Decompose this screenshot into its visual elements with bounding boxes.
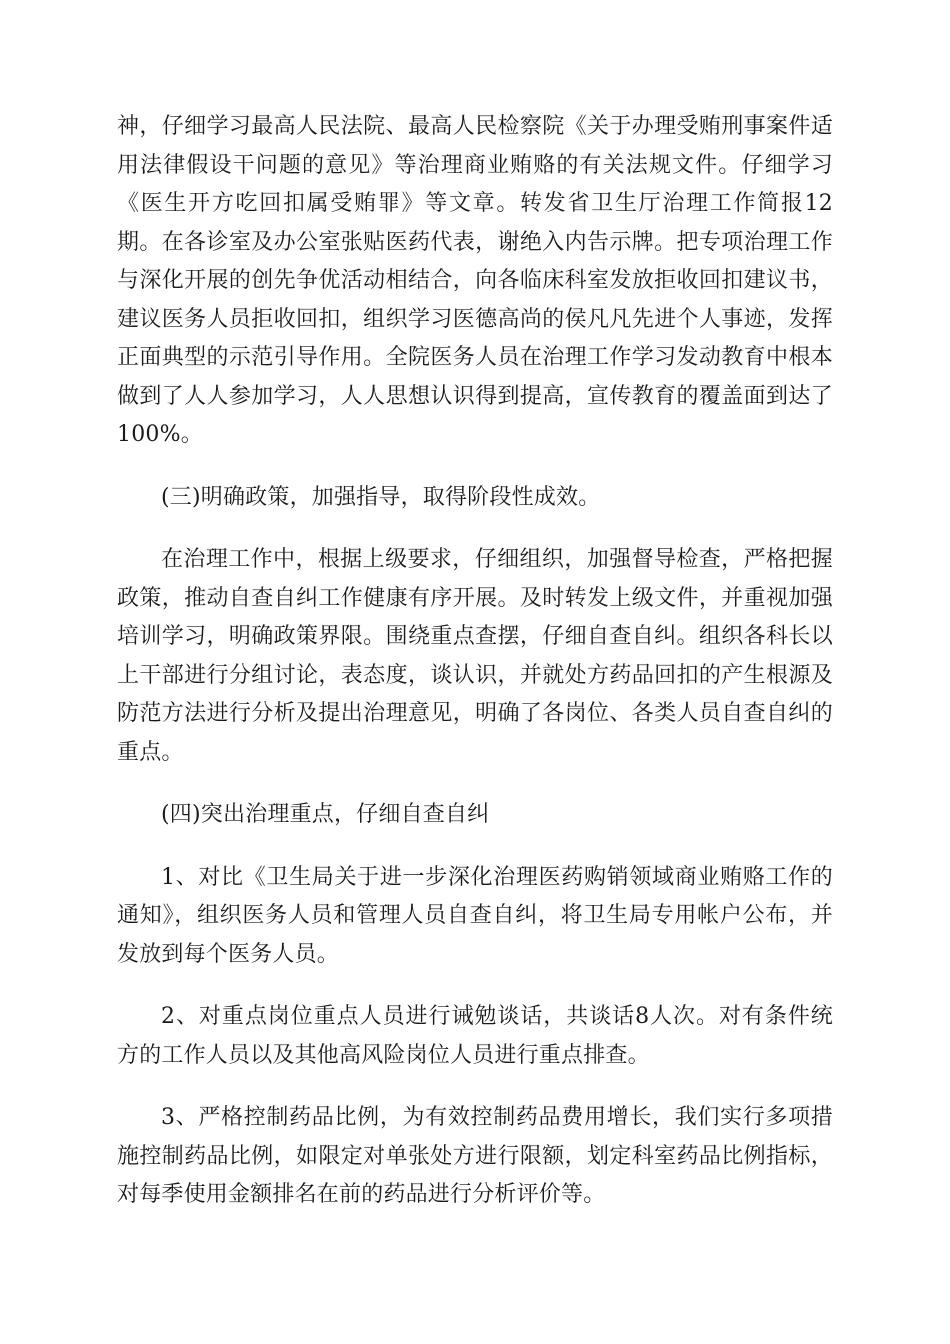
- list-item-2: 2、对重点岗位重点人员进行诫勉谈话，共谈话8人次。对有条件统方的工作人员以及其他高风险岗位人员进行重点排查。: [117, 1004, 833, 1068]
- document-body: [117, 108, 833, 1239]
- paragraph-continuation: 神，仔细学习最高人民法院、最高人民检察院《关于办理受贿刑事案件适用法律假设干问题的意见》等治理商业贿赂的有关法规文件。仔细学习《医生开方吃回扣属受贿罪》等文章。转发省卫生厅治理工作简报12期。在各诊室及办公室张贴医药代表，谢绝入内告示牌。把专项治理工作与深化开展的创先争优活动相结合，向各临床科室发放拒收回扣建议书，建议医务人员拒收回扣，组织学习医德高尚的侯凡凡先进个人事迹，发挥正面典型的示范引导作用。全院医务人员在治理工作学习发动教育中根本做到了人人参加学习，人人思想认识得到提高，宣传教育的覆盖面到达了100%。: [117, 114, 833, 447]
- section-heading-four: (四)突出治理重点，仔细自查自纠: [161, 802, 490, 827]
- paragraph-policy-guidance: 在治理工作中，根据上级要求，仔细组织，加强督导检查，严格把握政策，推动自查自纠工作健康有序开展。及时转发上级文件，并重视加强培训学习，明确政策界限。围绕重点查摆，仔细自查自纠。组织各科长以上干部进行分组讨论，表态度，谈认识，并就处方药品回扣的产生根源及防范方法进行分析及提出治理意见，明确了各岗位、各类人员自查自纠的重点。: [117, 547, 833, 765]
- list-item-1: 1、对比《卫生局关于进一步深化治理医药购销领域商业贿赂工作的通知》，组织医务人员和管理人员自查自纠，将卫生局专用帐户公布，并发放到每个医务人员。: [117, 864, 833, 967]
- list-item-3: 3、严格控制药品比例，为有效控制药品费用增长，我们实行多项措施控制药品比例，如限定对单张处方进行限额，划定科室药品比例指标，对每季使用金额排名在前的药品进行分析评价等。: [117, 1105, 833, 1207]
- section-heading-three: (三)明确政策，加强指导，取得阶段性成效。: [161, 484, 601, 510]
